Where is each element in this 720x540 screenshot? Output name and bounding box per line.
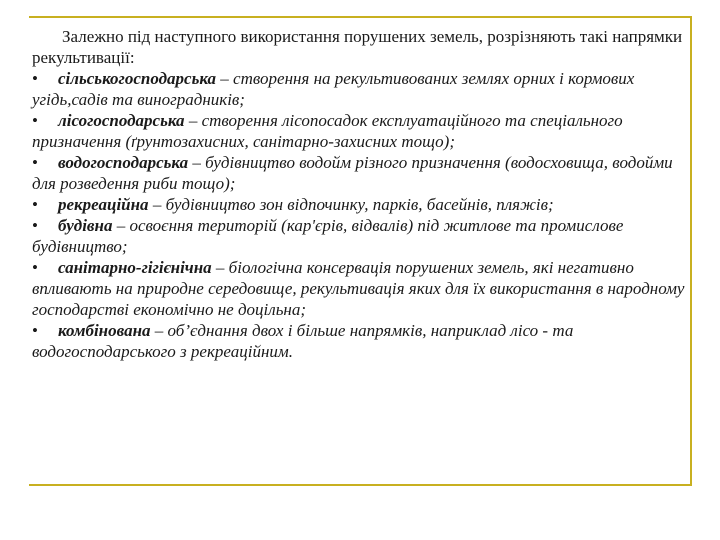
item-term: будівна bbox=[58, 216, 113, 235]
item-description: – біологічна консервація порушених земель, які негативно впливають на природне середовище, рекультивація яких для їх використання в народному господарстві економічно не доцільна; bbox=[32, 258, 685, 319]
item-term: рекреаційна bbox=[58, 195, 149, 214]
list-item-recreational bbox=[32, 194, 692, 215]
frame-top-line bbox=[29, 16, 692, 18]
item-description: – будівництво водойм різного призначення (водосховища, водойми для розведення риби тощо); bbox=[32, 153, 673, 193]
list-item-combined bbox=[32, 320, 692, 362]
item-description: – створення на рекультивованих землях орних і кормових угідь,садів та виноградників; bbox=[32, 69, 635, 109]
bullet-icon: • bbox=[32, 258, 38, 277]
bullet-icon: • bbox=[32, 153, 38, 172]
item-term: лісогосподарська bbox=[58, 111, 185, 130]
bullet-icon: • bbox=[32, 69, 38, 88]
item-term: водогосподарська bbox=[58, 153, 189, 172]
item-description: – освоєння територій (кар'єрів, відвалів) під житлове та промислове будівництво; bbox=[32, 216, 624, 256]
intro-paragraph: Залежно під наступного використання порушених земель, розрізняють такі напрямки рекультивації: bbox=[32, 27, 683, 67]
bullet-icon: • bbox=[32, 195, 38, 214]
frame-bottom-line bbox=[29, 484, 692, 486]
bullet-icon: • bbox=[32, 111, 38, 130]
item-description: – створення лісопосадок експлуатаційного та спеціального призначення (ґрунтозахисних, санітарно-захисних тощо); bbox=[32, 111, 623, 151]
slide-text-body bbox=[32, 26, 692, 362]
list-item-agricultural bbox=[32, 68, 692, 110]
list-item-water bbox=[32, 152, 692, 194]
list-item-forestry bbox=[32, 110, 692, 152]
item-description: – будівництво зон відпочинку, парків, басейнів, пляжів; bbox=[148, 195, 554, 214]
bullet-icon: • bbox=[32, 216, 38, 235]
list-item-construction bbox=[32, 215, 692, 257]
item-term: санітарно-гігієнічна bbox=[58, 258, 212, 277]
item-term: сільськогосподарська bbox=[58, 69, 217, 88]
item-term: комбінована bbox=[58, 321, 151, 340]
bullet-icon: • bbox=[32, 321, 38, 340]
item-description: – об’єднання двох і більше напрямків, наприклад лісо - та водогосподарського з рекреаційним. bbox=[32, 321, 574, 361]
list-item-sanitary bbox=[32, 257, 692, 320]
